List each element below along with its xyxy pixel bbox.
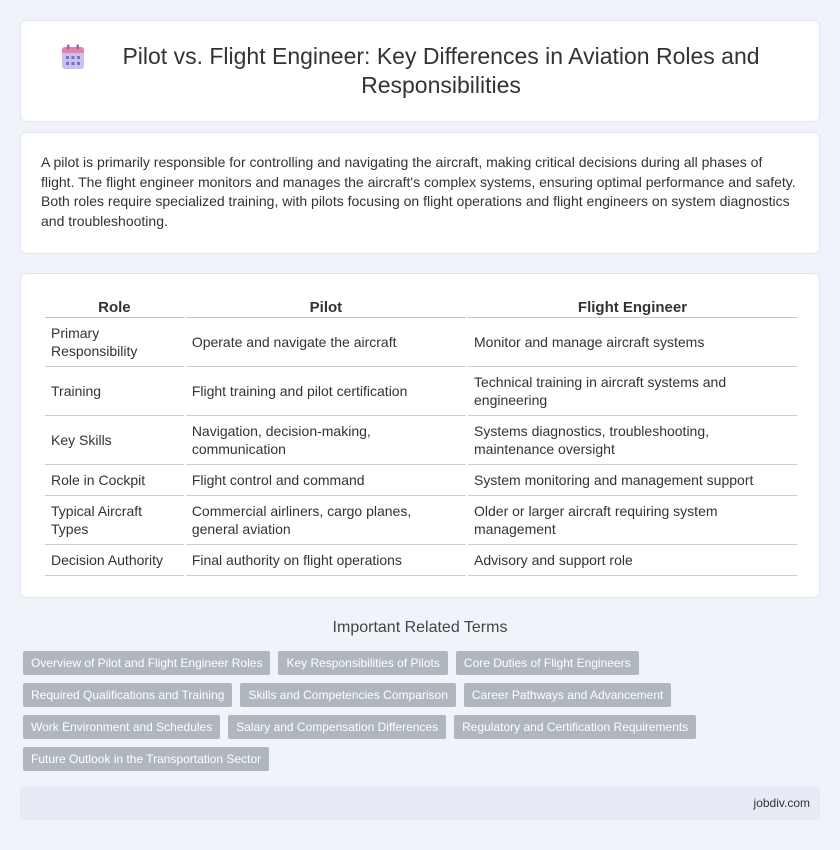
table-row (45, 545, 797, 576)
related-term-tag[interactable]: Overview of Pilot and Flight Engineer Roles (23, 651, 270, 675)
header-role: Role (45, 294, 184, 318)
engineer-cell: System monitoring and management support (468, 465, 797, 496)
table-row (45, 496, 797, 545)
engineer-cell: Older or larger aircraft requiring system management (468, 496, 797, 545)
row-label: Decision Authority (45, 545, 184, 576)
row-label: Primary Responsibility (45, 318, 184, 367)
pilot-cell: Navigation, decision-making, communication (186, 416, 466, 465)
engineer-cell: Technical training in aircraft systems and engineering (468, 367, 797, 416)
pilot-cell: Flight training and pilot certification (186, 367, 466, 416)
related-terms-heading: Important Related Terms (332, 619, 508, 636)
related-term-tag[interactable]: Skills and Competencies Comparison (240, 683, 455, 707)
engineer-cell: Systems diagnostics, troubleshooting, maintenance oversight (468, 416, 797, 465)
related-term-tag[interactable]: Key Responsibilities of Pilots (278, 651, 447, 675)
comparison-table (43, 294, 799, 576)
table-header-row (45, 294, 797, 318)
header-card (20, 20, 820, 122)
footer (20, 786, 820, 820)
row-label: Training (45, 367, 184, 416)
related-term-tag[interactable]: Salary and Compensation Differences (228, 715, 446, 739)
engineer-cell: Advisory and support role (468, 545, 797, 576)
engineer-cell: Monitor and manage aircraft systems (468, 318, 797, 367)
related-term-tag[interactable]: Required Qualifications and Training (23, 683, 232, 707)
intro-card (20, 132, 820, 254)
intro-paragraph: A pilot is primarily responsible for controlling and navigating the aircraft, making critical decisions during all phases of flight. The flight engineer monitors and manages the aircraft's complex systems, ensuring optimal performance and safety. Both roles require specialized training, with pilots focusing on flight operations and flight engineers on system diagnostics and troubleshooting. (41, 154, 796, 229)
related-term-tag[interactable]: Regulatory and Certification Requirements (454, 715, 696, 739)
table-row (45, 416, 797, 465)
pilot-cell: Final authority on flight operations (186, 545, 466, 576)
header-pilot: Pilot (186, 294, 466, 318)
related-term-tag[interactable]: Career Pathways and Advancement (464, 683, 671, 707)
table-row (45, 465, 797, 496)
table-row (45, 318, 797, 367)
calendar-icon (61, 44, 85, 70)
table-row (45, 367, 797, 416)
related-term-tag[interactable]: Work Environment and Schedules (23, 715, 220, 739)
related-term-tag[interactable]: Future Outlook in the Transportation Sector (23, 747, 269, 771)
comparison-table-card (20, 273, 820, 598)
related-terms-list (23, 651, 813, 771)
page-title: Pilot vs. Flight Engineer: Key Differences in Aviation Roles and Responsibilities (122, 43, 760, 98)
row-label: Role in Cockpit (45, 465, 184, 496)
footer-site-link[interactable]: jobdiv.com (753, 796, 810, 810)
pilot-cell: Commercial airliners, cargo planes, general aviation (186, 496, 466, 545)
pilot-cell: Flight control and command (186, 465, 466, 496)
row-label: Typical Aircraft Types (45, 496, 184, 545)
row-label: Key Skills (45, 416, 184, 465)
pilot-cell: Operate and navigate the aircraft (186, 318, 466, 367)
header-flight-engineer: Flight Engineer (468, 294, 797, 318)
related-term-tag[interactable]: Core Duties of Flight Engineers (456, 651, 639, 675)
